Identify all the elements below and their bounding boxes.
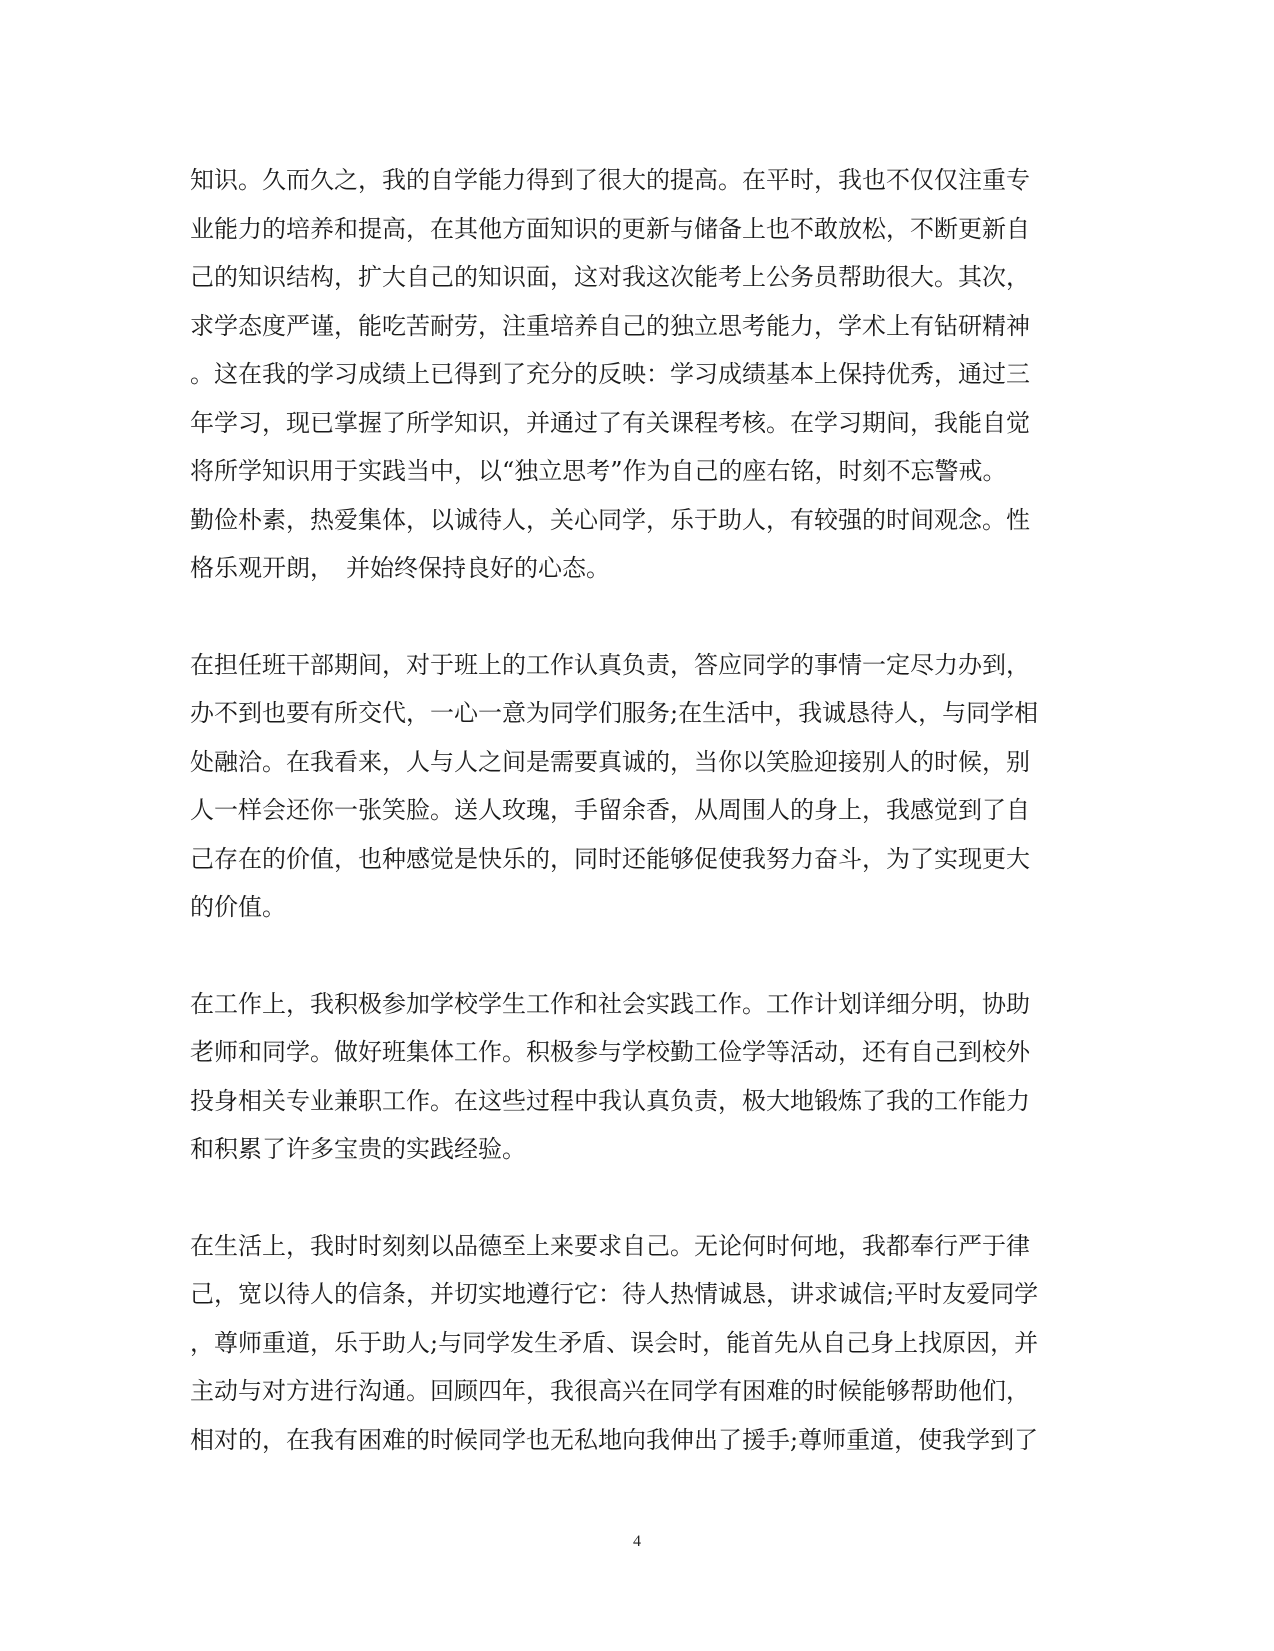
text-line: 求学态度严谨，能吃苦耐劳，注重培养自己的独立思考能力，学术上有钻研精神 xyxy=(190,311,1030,340)
paragraph-class-cadre xyxy=(190,641,1084,932)
text-line: 和积累了许多宝贵的实践经验。 xyxy=(190,1135,526,1163)
paragraph-life xyxy=(190,1222,1084,1465)
text-line: 己，宽以待人的信条，并切实地遵行它：待人热情诚恳，讲求诚信;平时友爱同学 xyxy=(190,1280,1039,1308)
text-line: 。这在我的学习成绩上已得到了充分的反映：学习成绩基本上保持优秀，通过三 xyxy=(190,360,1030,388)
text-line: 主动与对方进行沟通。回顾四年，我很高兴在同学有困难的时候能够帮助他们， xyxy=(190,1377,1030,1405)
text-line: 在工作上，我积极参加学校学生工作和社会实践工作。工作计划详细分明，协助 xyxy=(190,989,1030,1018)
text-line: 己的知识结构，扩大自己的知识面，这对我这次能考上公务员帮助很大。其次， xyxy=(190,263,1030,291)
document-body xyxy=(190,156,1084,1464)
text-line: 相对的，在我有困难的时候同学也无私地向我伸出了援手;尊师重道，使我学到了 xyxy=(190,1425,1039,1454)
text-line: 知识。久而久之，我的自学能力得到了很大的提高。在平时，我也不仅仅注重专 xyxy=(190,166,1030,194)
text-line: 在生活上，我时时刻刻以品德至上来要求自己。无论何时何地，我都奉行严于律 xyxy=(190,1231,1030,1260)
text-line: 己存在的价值，也种感觉是快乐的，同时还能够促使我努力奋斗，为了实现更大 xyxy=(190,844,1030,873)
text-line: ，尊师重道，乐于助人;与同学发生矛盾、误会时，能首先从自己身上找原因，并 xyxy=(190,1328,1039,1357)
text-line: 业能力的培养和提高，在其他方面知识的更新与储备上也不敢放松，不断更新自 xyxy=(190,214,1030,243)
text-line: 老师和同学。做好班集体工作。积极参与学校勤工俭学等活动，还有自己到校外 xyxy=(190,1038,1030,1066)
text-line: 将所学知识用于实践当中，以“独立思考”作为自己的座右铭，时刻不忘警戒。 xyxy=(190,457,1007,485)
text-line: 格乐观开朗， 并始终保持良好的心态。 xyxy=(190,554,610,582)
text-line: 投身相关专业兼职工作。在这些过程中我认真负责，极大地锻炼了我的工作能力 xyxy=(190,1086,1030,1115)
text-line: 年学习，现已掌握了所学知识，并通过了有关课程考核。在学习期间，我能自觉 xyxy=(190,408,1030,437)
text-line: 勤俭朴素，热爱集体，以诚待人，关心同学，乐于助人，有较强的时间观念。性 xyxy=(190,505,1030,534)
paragraph-study xyxy=(190,156,1084,593)
page-number: 4 xyxy=(633,1533,641,1550)
text-line: 人一样会还你一张笑脸。送人玫瑰，手留余香，从周围人的身上，我感觉到了自 xyxy=(190,796,1030,824)
paragraph-work xyxy=(190,980,1084,1174)
text-line: 在担任班干部期间，对于班上的工作认真负责，答应同学的事情一定尽力办到， xyxy=(190,650,1030,679)
text-line: 的价值。 xyxy=(190,893,286,921)
text-line: 办不到也要有所交代，一心一意为同学们服务;在生活中，我诚恳待人，与同学相 xyxy=(190,699,1039,727)
text-line: 处融洽。在我看来，人与人之间是需要真诚的，当你以笑脸迎接别人的时候，别 xyxy=(190,747,1030,776)
